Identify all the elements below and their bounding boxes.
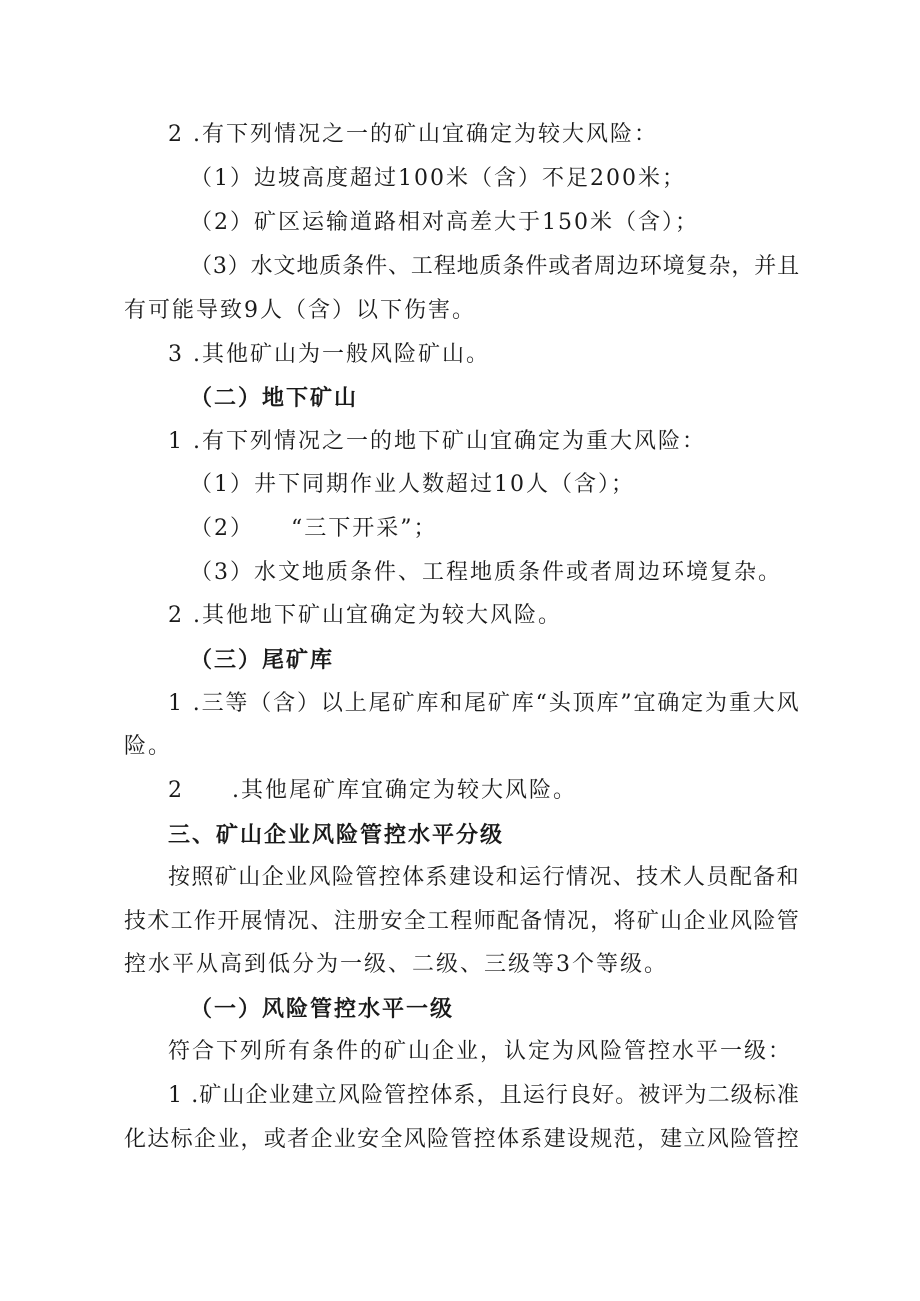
paragraph-line: 有可能导致9人（含）以下伤害。: [124, 298, 476, 323]
section-heading: （一）风险管控水平一级: [190, 996, 455, 1022]
paragraph-line: 化达标企业，或者企业安全风险管控体系建设规范，建立风险管控: [124, 1127, 801, 1152]
paragraph-line: 2 .其他地下矿山宜确定为较大风险。: [168, 603, 562, 628]
paragraph-line: （3）水文地质条件、工程地质条件或者周边环境复杂，并且: [190, 254, 800, 279]
chapter-heading: 三、矿山企业风险管控水平分级: [168, 822, 505, 848]
paragraph-line: （1）井下同期作业人数超过10人（含）；: [190, 472, 635, 497]
paragraph-line: 按照矿山企业风险管控体系建设和运行情况、技术人员配备和: [168, 865, 801, 890]
paragraph-line: 1 .有下列情况之一的地下矿山宜确定为重大风险：: [168, 429, 706, 454]
paragraph-line: （2） “三下开采”；: [190, 516, 438, 541]
paragraph-line: （1）边坡高度超过100米（含）不足200米；: [190, 166, 686, 191]
paragraph-line: （2）矿区运输道路相对高差大于150米（含）；: [190, 210, 699, 235]
section-heading: （三）尾矿库: [190, 647, 335, 673]
paragraph-line: 1 .三等（含）以上尾矿库和尾矿库“头顶库”宜确定为重大风: [168, 691, 801, 716]
section-heading: （二）地下矿山: [190, 385, 359, 411]
paragraph-line: 2 .其他尾矿库宜确定为较大风险。: [168, 778, 577, 803]
paragraph-line: 技术工作开展情况、注册安全工程师配备情况，将矿山企业风险管: [124, 909, 801, 934]
paragraph-line: 2 .有下列情况之一的矿山宜确定为较大风险：: [168, 122, 658, 147]
paragraph-line: （3）水文地质条件、工程地质条件或者周边环境复杂。: [190, 560, 782, 585]
paragraph-line: 1 .矿山企业建立风险管控体系，且运行良好。被评为二级标准: [168, 1083, 800, 1108]
paragraph-line: 险。: [124, 734, 173, 759]
paragraph-line: 符合下列所有条件的矿山企业，认定为风险管控水平一级：: [168, 1039, 793, 1064]
paragraph-line: 控水平从高到低分为一级、二级、三级等3个等级。: [124, 952, 668, 977]
paragraph-line: 3 .其他矿山为一般风险矿山。: [168, 342, 490, 367]
